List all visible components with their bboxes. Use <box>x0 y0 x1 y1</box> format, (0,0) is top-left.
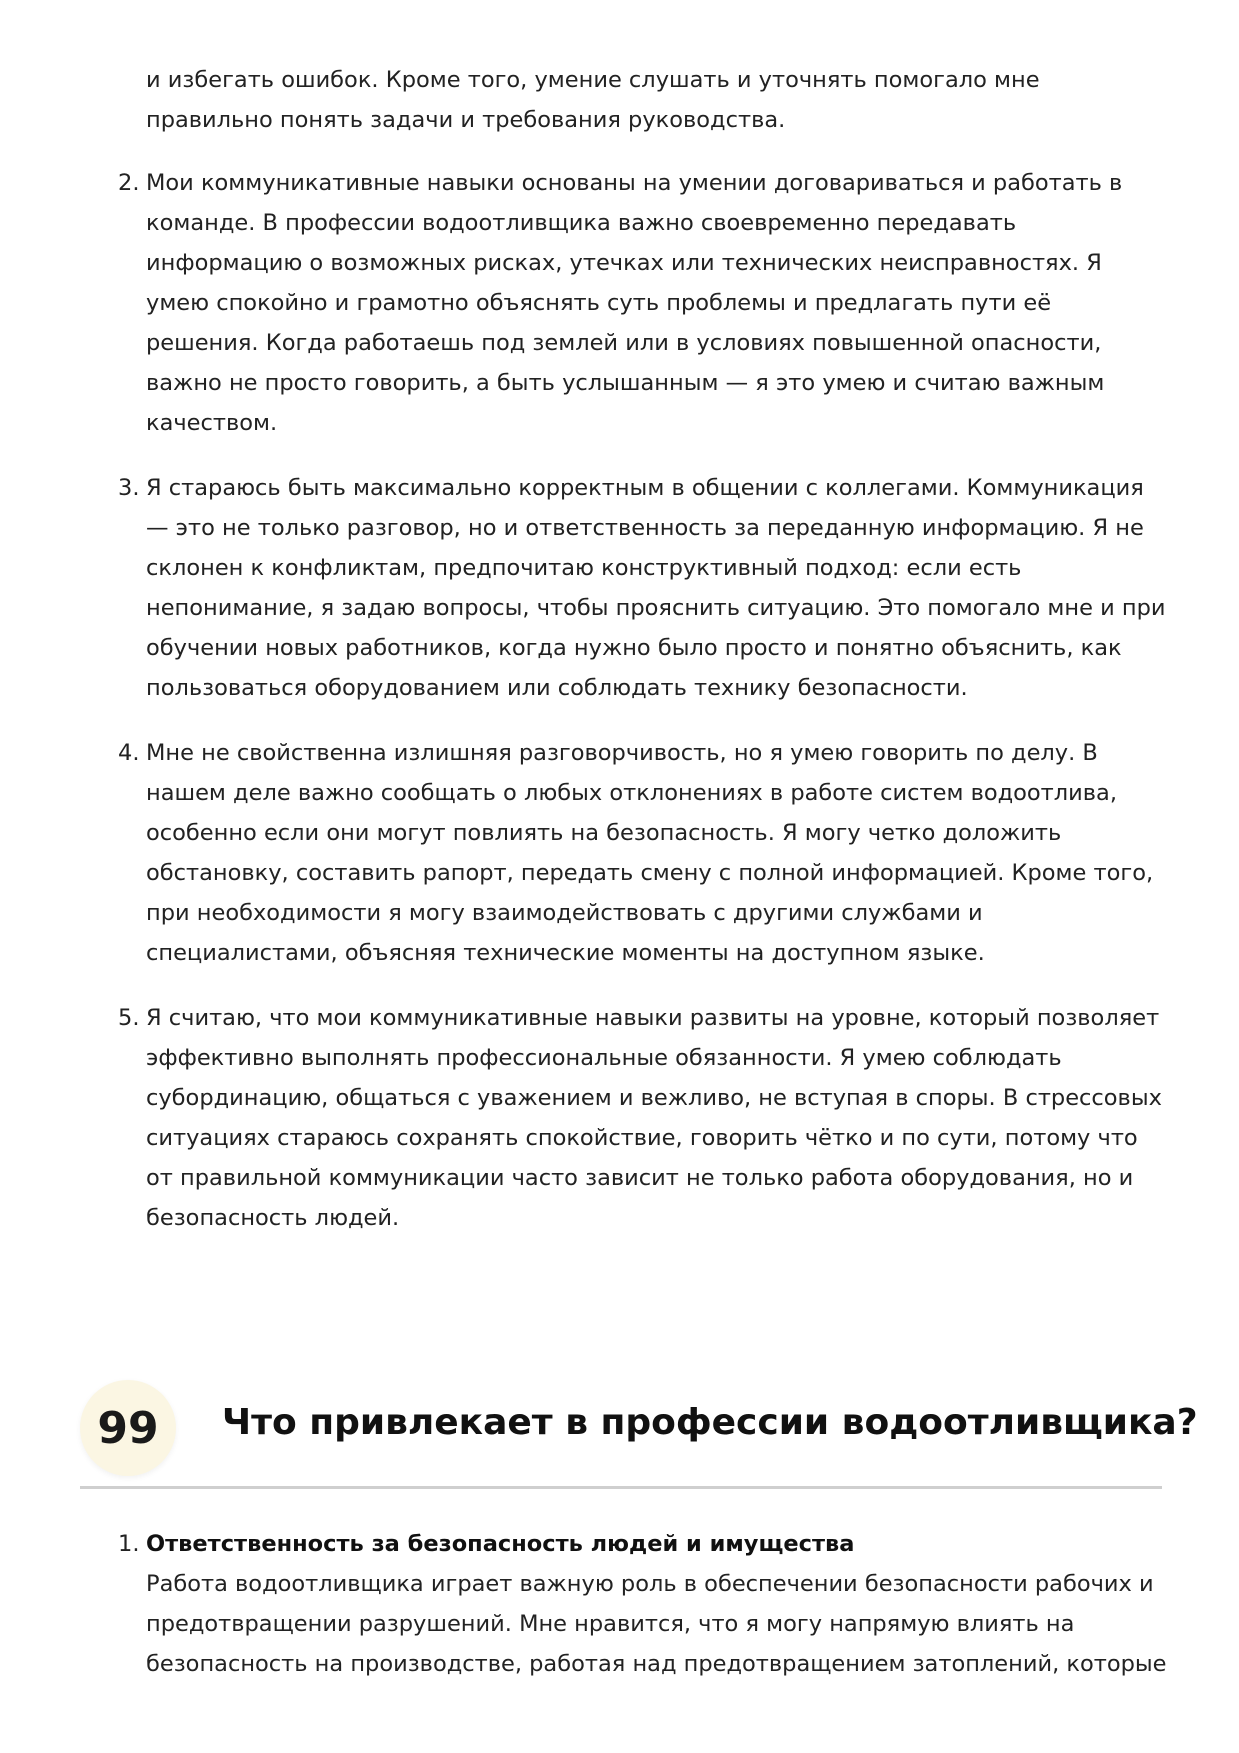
list-item <box>110 733 1170 973</box>
list-item <box>110 1524 1170 1684</box>
list-item-heading: Ответственность за безопасность людей и имущества <box>146 1531 855 1557</box>
question-header <box>80 1380 1198 1486</box>
list-item-text: Мои коммуникативные навыки основаны на умении договариваться и работать в команде. В профессии водоотливщика важно своевременно передавать информацию о возможных рисках, утечках или технических неисправностях. Я умею спокойно и грамотно объяснять суть проблемы и предлагать пути её решения. Когда работаешь под землей или в условиях повышенной опасности, важно не просто говорить, а быть услышанным — я это умею и считаю важным качеством. <box>146 170 1123 436</box>
question-answer-list <box>110 1524 1170 1709</box>
answer-list <box>110 163 1170 1263</box>
list-item-number: 5. <box>118 1005 140 1031</box>
list-item-text: Я стараюсь быть максимально корректным в общении с коллегами. Коммуникация — это не только разговор, но и ответственность за переданную информацию. Я не склонен к конфликтам, предпочитаю конструктивный подход: если есть непонимание, я задаю вопросы, чтобы прояснить ситуацию. Это помогало мне и при обучении новых работников, когда нужно было просто и понятно объяснить, как пользоваться оборудованием или соблюдать технику безопасности. <box>146 475 1166 701</box>
list-item-text: Работа водоотливщика играет важную роль в обеспечении безопасности рабочих и предотвращении разрушений. Мне нравится, что я могу напрямую влиять на безопасность на производстве, работая над предотвращением затоплений, которые <box>146 1571 1167 1677</box>
question-title: Что привлекает в профессии водоотливщика? <box>222 1402 1198 1443</box>
section-divider <box>80 1486 1162 1489</box>
list-item-number: 2. <box>118 170 140 196</box>
list-item-text: Мне не свойственна излишняя разговорчивость, но я умею говорить по делу. В нашем деле важно сообщать о любых отклонениях в работе систем водоотлива, особенно если они могут повлиять на безопасность. Я могу четко доложить обстановку, составить рапорт, передать смену с полной информацией. Кроме того, при необходимости я могу взаимодействовать с другими службами и специалистами, объясняя технические моменты на доступном языке. <box>146 740 1154 966</box>
list-item <box>110 468 1170 708</box>
question-number-badge: 99 <box>80 1380 176 1476</box>
list-item <box>110 163 1170 443</box>
list-item-number: 4. <box>118 740 140 766</box>
list-item-text: Я считаю, что мои коммуникативные навыки развиты на уровне, который позволяет эффективно выполнять профессиональные обязанности. Я умею соблюдать субординацию, общаться с уважением и вежливо, не вступая в споры. В стрессовых ситуациях стараюсь сохранять спокойствие, говорить чётко и по сути, потому что от правильной коммуникации часто зависит не только работа оборудования, но и безопасность людей. <box>146 1005 1162 1231</box>
list-item <box>110 998 1170 1238</box>
continuation-paragraph: и избегать ошибок. Кроме того, умение слушать и уточнять помогало мне правильно понять задачи и требования руководства. <box>146 67 1040 133</box>
list-item-number: 3. <box>118 475 140 501</box>
list-item-number: 1. <box>118 1531 140 1557</box>
